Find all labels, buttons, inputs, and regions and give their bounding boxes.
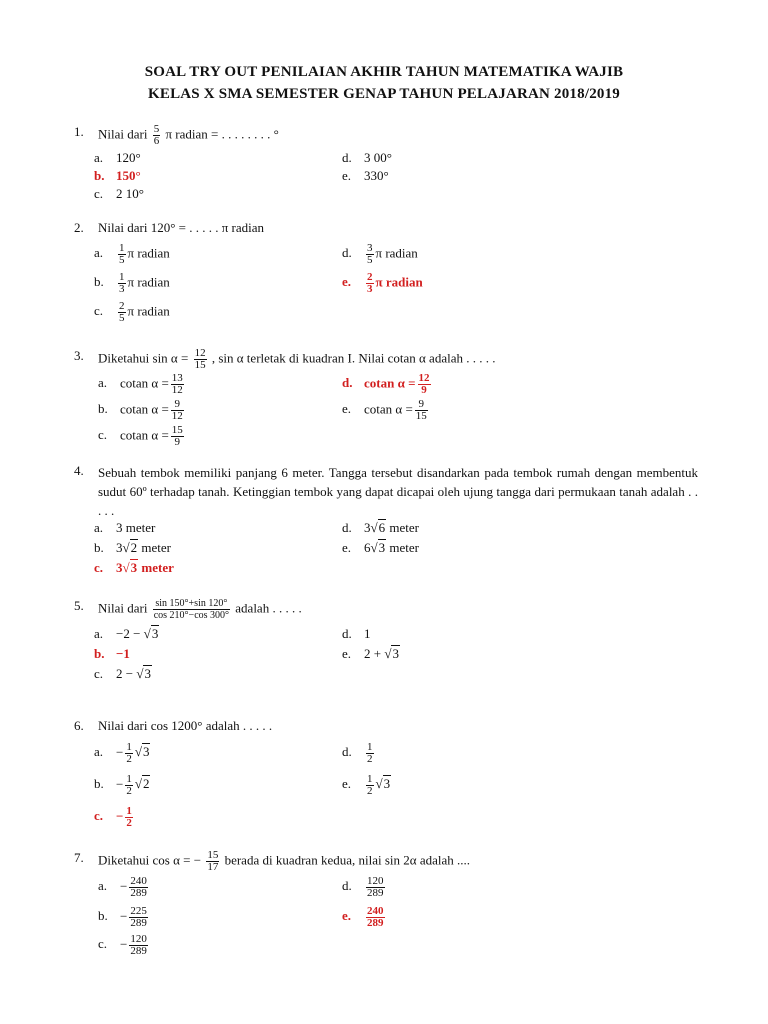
option-e: e. 6√3 meter bbox=[342, 538, 419, 558]
fraction: $\frac{1}{2}$ bbox=[126, 805, 132, 829]
fraction: $\frac{120}{289}$ bbox=[130, 933, 147, 957]
fraction: $\frac{15}{9}$ bbox=[171, 424, 183, 448]
question-number: 7. bbox=[74, 850, 84, 865]
option-e: e. 2 + √3 bbox=[342, 644, 400, 664]
fraction: $\frac{1}{5}$ bbox=[119, 242, 125, 266]
option-d: d. $\frac{3}{5}$ π radian bbox=[342, 242, 418, 266]
fraction: $\frac{3}{5}$ bbox=[367, 242, 373, 266]
option-c: c. $\frac{2}{5}$ π radian bbox=[94, 300, 170, 324]
fraction: $\frac{1}{2}$ bbox=[126, 741, 132, 765]
option-d: d. 3 00° bbox=[342, 150, 392, 165]
option-e: e. $\frac{2}{3}$ π radian bbox=[342, 271, 423, 295]
option-c: c. 2 − √3 bbox=[94, 664, 152, 684]
option-b: b. − $\frac{225}{289}$ bbox=[98, 905, 147, 929]
question-text: Nilai dari cos 1200° adalah . . . . . bbox=[98, 718, 273, 733]
option-b: b. cotan α = $\frac{9}{12}$ bbox=[98, 398, 183, 422]
option-a: a. $\frac{1}{5}$ π radian bbox=[94, 242, 170, 266]
option-c: c. cotan α = $\frac{15}{9}$ bbox=[98, 424, 183, 448]
option-a: a. − $\frac{240}{289}$ bbox=[98, 875, 147, 899]
fraction: $\frac{12}{15}$ bbox=[194, 347, 206, 371]
square-root: √2 bbox=[122, 540, 138, 555]
question-number: 1. bbox=[74, 124, 84, 139]
question-text: Nilai dari $\frac{\sin 150^\circ+\sin 120^\circ}{\cos 210^\circ-\cos 300^\circ}$ adalah . . . . . bbox=[98, 598, 302, 621]
option-c: c. 2 10° bbox=[94, 186, 144, 201]
square-root: √3 bbox=[370, 540, 386, 555]
fraction: $\frac{240}{289}$ bbox=[130, 875, 147, 899]
option-b: b. 150° bbox=[94, 168, 141, 183]
option-a: a. cotan α = $\frac{13}{12}$ bbox=[98, 372, 183, 396]
question-text: Sebuah tembok memiliki panjang 6 meter. Tangga tersebut disandarkan pada tembok rumah dengan membentuk sudut 60º terhadap tanah. Ketinggian tembok yang dapat dicapai oleh ujung tangga dari permukaan tanah adalah . . . . . bbox=[98, 465, 698, 518]
page-subtitle: KELAS X SMA SEMESTER GENAP TAHUN PELAJARAN 2018/2019 bbox=[148, 86, 620, 102]
option-a: a. 3 meter bbox=[94, 520, 156, 535]
fraction: $\frac{\sin 150^\circ+\sin 120^\circ}{\cos 210^\circ-\cos 300^\circ}$ bbox=[153, 598, 230, 621]
page-title: SOAL TRY OUT PENILAIAN AKHIR TAHUN MATEMATIKA WAJIB bbox=[144, 64, 624, 80]
question-text: Diketahui cos α = − $\frac{15}{17}$ berada di kuadran kedua, nilai sin 2α adalah .... bbox=[98, 849, 470, 873]
fraction: $\frac{9}{12}$ bbox=[171, 398, 183, 422]
question-number: 6. bbox=[74, 718, 84, 733]
square-root: √3 bbox=[143, 626, 159, 641]
question-number: 4. bbox=[74, 463, 84, 478]
square-root: √3 bbox=[375, 776, 391, 792]
option-d: d. cotan α = $\frac{12}{9}$ bbox=[342, 372, 430, 396]
fraction: $\frac{5}{6}$ bbox=[153, 123, 160, 147]
option-e: e. $\frac{1}{2}$ √3 bbox=[342, 773, 391, 797]
square-root: √3 bbox=[384, 646, 399, 661]
fraction: $\frac{15}{17}$ bbox=[207, 849, 219, 873]
question-text: Diketahui sin α = $\frac{12}{15}$ , sin α terletak di kuadran I. Nilai cotan α adalah . . . . . bbox=[98, 347, 496, 371]
option-a: a. −2 − √3 bbox=[94, 624, 159, 644]
square-root: √3 bbox=[136, 666, 151, 681]
question-number: 5. bbox=[74, 598, 84, 613]
option-d: d. $\frac{120}{289}$ bbox=[342, 875, 384, 899]
fraction: $\frac{13}{12}$ bbox=[171, 372, 183, 396]
option-c: c. 3√3 meter bbox=[94, 558, 174, 578]
square-root: √3 bbox=[134, 744, 150, 760]
square-root: √2 bbox=[134, 776, 150, 792]
question-text: Nilai dari $\frac{5}{6}$ π radian = . . . . . . . . ° bbox=[98, 123, 279, 147]
option-b: b. −1 bbox=[94, 646, 130, 661]
option-c: c. − $\frac{120}{289}$ bbox=[98, 933, 147, 957]
fraction: $\frac{240}{289}$ bbox=[367, 905, 384, 929]
fraction: $\frac{1}{3}$ bbox=[119, 271, 125, 295]
fraction: $\frac{1}{2}$ bbox=[367, 741, 373, 765]
option-e: e. cotan α = $\frac{9}{15}$ bbox=[342, 398, 427, 422]
option-d: d. 1 bbox=[342, 626, 371, 641]
square-root: √6 bbox=[370, 520, 386, 535]
fraction: $\frac{2}{3}$ bbox=[367, 271, 373, 295]
option-c: c. − $\frac{1}{2}$ bbox=[94, 805, 132, 829]
fraction: $\frac{120}{289}$ bbox=[367, 875, 384, 899]
fraction: $\frac{9}{15}$ bbox=[415, 398, 427, 422]
option-a: a. − $\frac{1}{2}$ √3 bbox=[94, 741, 150, 765]
option-b: b. 3√2 meter bbox=[94, 538, 171, 558]
question-text: Nilai dari 120° = . . . . . π radian bbox=[98, 220, 265, 235]
option-d: d. 3√6 meter bbox=[342, 518, 419, 538]
fraction: $\frac{1}{2}$ bbox=[367, 773, 373, 797]
fraction: $\frac{225}{289}$ bbox=[130, 905, 147, 929]
question-number: 3. bbox=[74, 348, 84, 363]
option-a: a. 120° bbox=[94, 150, 141, 165]
option-e: e. 330° bbox=[342, 168, 389, 183]
option-b: b. − $\frac{1}{2}$ √2 bbox=[94, 773, 150, 797]
option-d: d. $\frac{1}{2}$ bbox=[342, 741, 373, 765]
fraction: $\frac{2}{5}$ bbox=[119, 300, 125, 324]
fraction: $\frac{12}{9}$ bbox=[418, 372, 430, 396]
fraction: $\frac{1}{2}$ bbox=[126, 773, 132, 797]
question-number: 2. bbox=[74, 220, 84, 235]
square-root: √3 bbox=[122, 560, 138, 575]
option-e: e. $\frac{240}{289}$ bbox=[342, 905, 384, 929]
option-b: b. $\frac{1}{3}$ π radian bbox=[94, 271, 170, 295]
